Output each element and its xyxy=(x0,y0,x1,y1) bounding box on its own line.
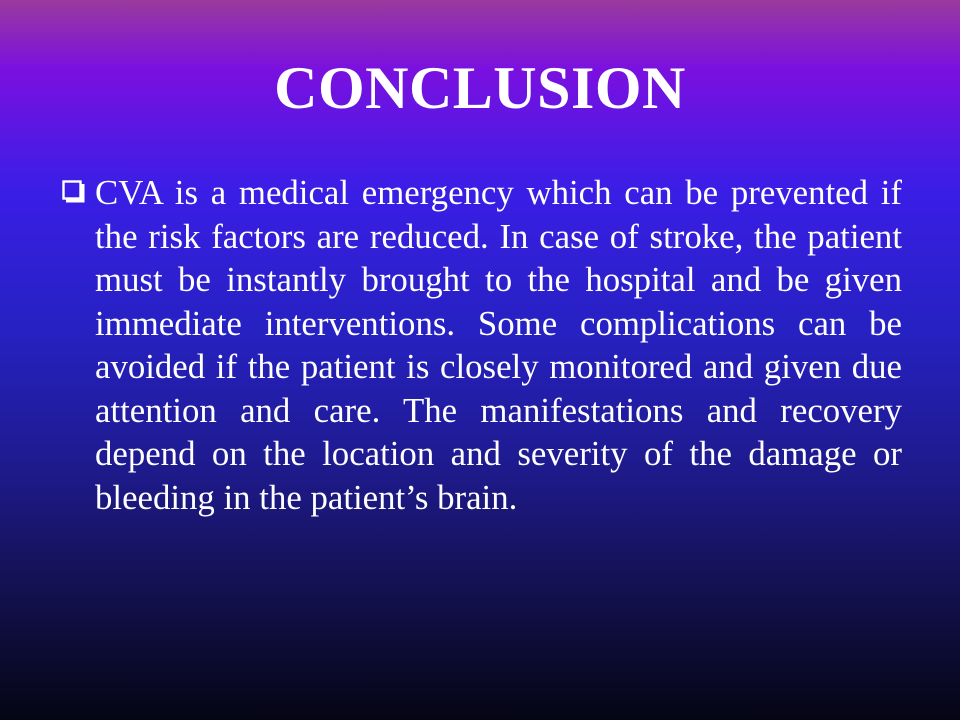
slide-title: CONCLUSION xyxy=(274,55,686,121)
bullet-text: CVA is a medical emergency which can be prevented if the risk factors are reduced. In case of stroke, the patient must be instantly brought to the hospital and be given immediate interventions. Some complications can be avoided if the patient is closely monitored and given due attention and care. The manifestations and recovery depend on the location and severity of the damage or bleeding in the patient’s brain. xyxy=(95,173,902,517)
checkbox-bullet-icon xyxy=(62,180,85,203)
bullet-item xyxy=(62,171,902,519)
